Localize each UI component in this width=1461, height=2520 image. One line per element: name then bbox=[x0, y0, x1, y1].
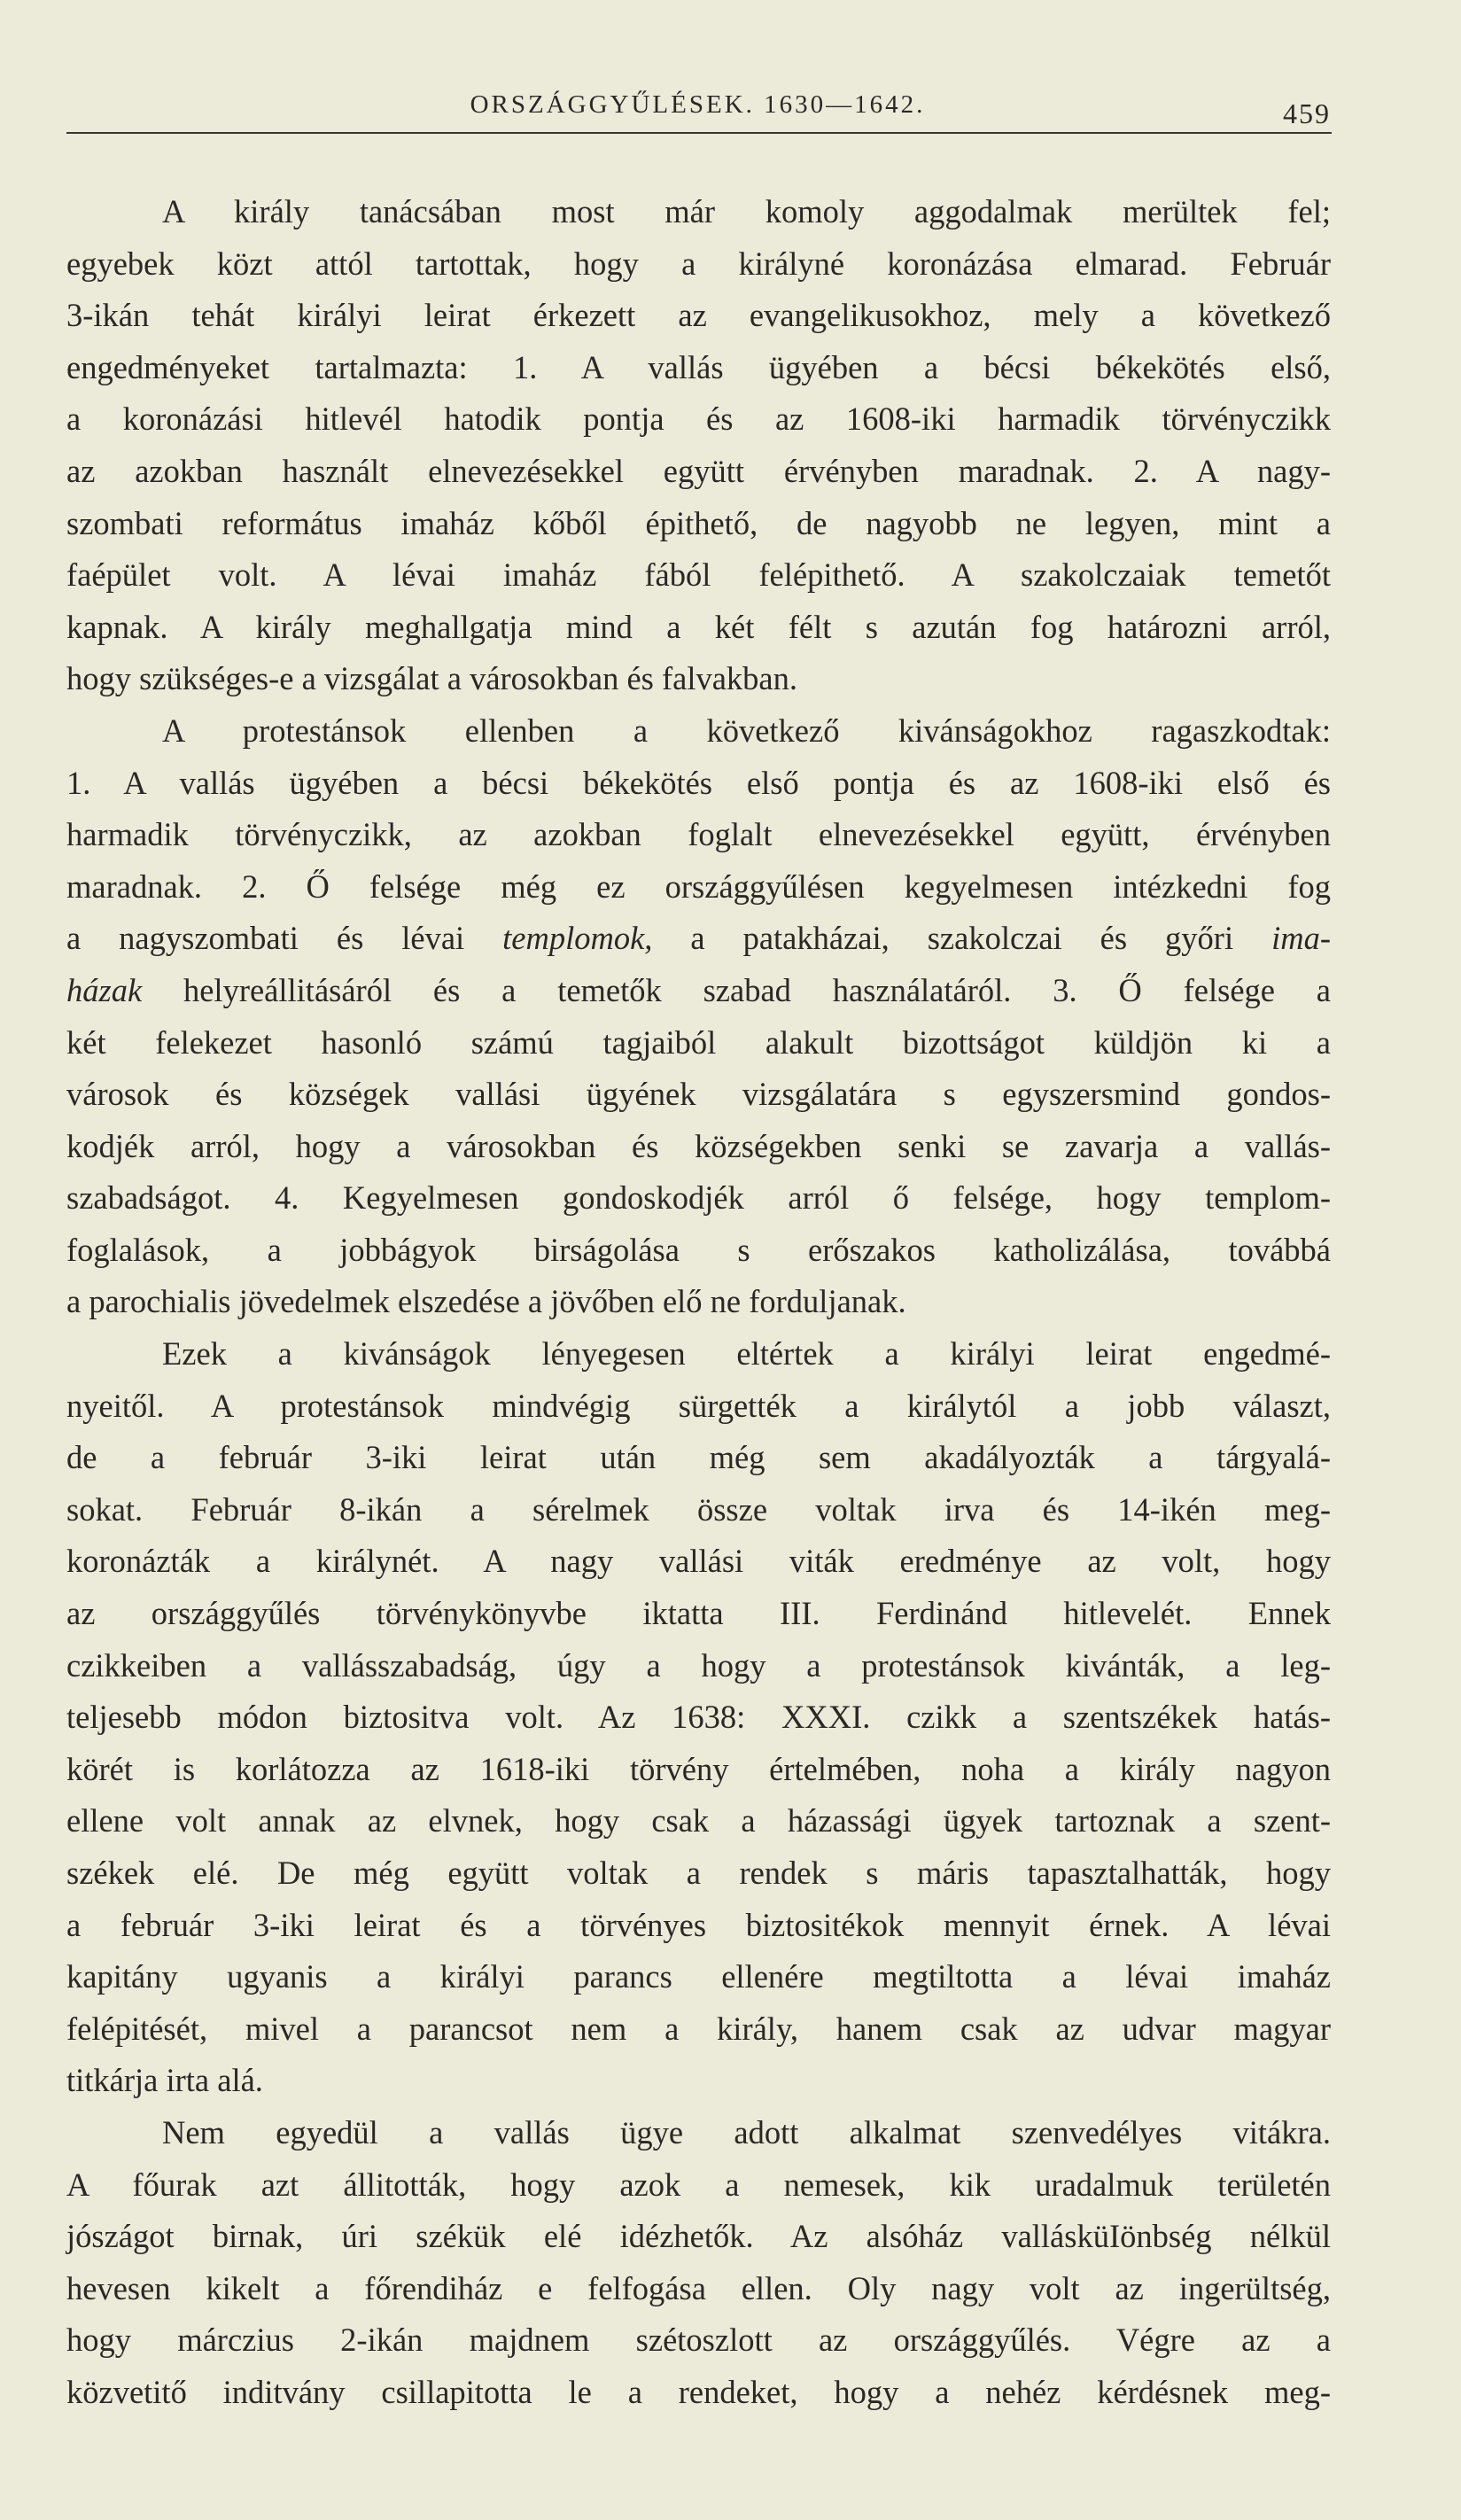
text-line: az országgyűlés törvénykönyvbe iktatta III. Ferdinánd hitlevelét. Ennek bbox=[66, 1595, 1331, 1632]
text-line: hogy márczius 2-ikán majdnem szétoszlott az országgyűlés. Végre az a bbox=[66, 2322, 1331, 2359]
running-title: ORSZÁGGYŰLÉSEK. 1630—1642. bbox=[470, 90, 926, 119]
text-line: felépitését, mivel a parancsot nem a király, hanem csak az udvar magyar bbox=[66, 2010, 1331, 2047]
text-line bbox=[66, 965, 1331, 1017]
text-line: a koronázási hitlevél hatodik pontja és az 1608-iki harmadik törvényczikk bbox=[66, 401, 1331, 438]
body-text bbox=[66, 186, 1331, 2419]
text-line: hogy szükséges-e a vizsgálat a városokban és falvakban. bbox=[66, 660, 798, 697]
text-line: engedményeket tartalmazta: 1. A vallás ügyében a bécsi békekötés első, bbox=[66, 348, 1331, 385]
text-line: az azokban használt elnevezésekkel együtt érvényben maradnak. 2. A nagy- bbox=[66, 452, 1331, 489]
text-line: A főurak azt állitották, hogy azok a nemesek, kik uradalmuk területén bbox=[66, 2166, 1331, 2203]
text-line bbox=[66, 913, 1331, 965]
text-line: két felekezet hasonló számú tagjaiból alakult bizottságot küldjön ki a bbox=[66, 1023, 1331, 1061]
text-line: hevesen kikelt a főrendiház e felfogása ellen. Oly nagy volt az ingerültség, bbox=[66, 2269, 1331, 2306]
text-line: jószágot birnak, úri székük elé idézhetők. Az alsóház vallásküIönbség nélkül bbox=[66, 2218, 1331, 2255]
header-rule bbox=[66, 132, 1332, 134]
text-line: A protestánsok ellenben a következő kivánságokhoz ragaszkodtak: bbox=[162, 712, 1331, 749]
page-header bbox=[66, 90, 1329, 135]
text-run: a patakházai, szakolczai és győri bbox=[652, 920, 1272, 957]
emphasized-text: házak bbox=[66, 971, 143, 1008]
text-line: maradnak. 2. Ő felsége még ez országgyűlésen kegyelmesen intézkedni fog bbox=[66, 867, 1331, 905]
page-number: 459 bbox=[1283, 97, 1331, 129]
text-line: faépület volt. A lévai imaház fából felépithető. A szakolczaiak temetőt bbox=[66, 556, 1331, 594]
text-line: 1. A vallás ügyében a bécsi békekötés első pontja és az 1608-iki első és bbox=[66, 764, 1331, 801]
text-line: Ezek a kivánságok lényegesen eltértek a királyi leirat engedmé- bbox=[162, 1335, 1331, 1373]
text-line: körét is korlátozza az 1618-iki törvény értelmében, noha a király nagyon bbox=[66, 1750, 1331, 1787]
text-line: foglalások, a jobbágyok birságolása s erőszakos katholizálása, továbbá bbox=[66, 1231, 1331, 1268]
text-line: koronázták a királynét. A nagy vallási viták eredménye az volt, hogy bbox=[66, 1543, 1331, 1580]
text-line: városok és községek vallási ügyének vizsgálatára s egyszersmind gondos- bbox=[66, 1076, 1331, 1113]
text-line: titkárja irta alá. bbox=[66, 2062, 263, 2099]
text-line: egyebek közt attól tartottak, hogy a királyné koronázása elmarad. Február bbox=[66, 245, 1331, 282]
text-line: a parochialis jövedelmek elszedése a jövőben elő ne forduljanak. bbox=[66, 1283, 906, 1320]
text-line: szombati református imaház kőből épithető, de nagyobb ne legyen, mint a bbox=[66, 504, 1331, 541]
text-line: kapnak. A király meghallgatja mind a két félt s azután fog határozni arról, bbox=[66, 608, 1331, 645]
text-line: a február 3-iki leirat és a törvényes biztositékok mennyit érnek. A lévai bbox=[66, 1906, 1331, 1943]
text-line: harmadik törvényczikk, az azokban foglalt elnevezésekkel együtt, érvényben bbox=[66, 816, 1331, 853]
text-line: de a február 3-iki leirat után még sem akadályozták a tárgyalá- bbox=[66, 1439, 1331, 1476]
emphasized-text: ima- bbox=[1271, 920, 1331, 957]
text-line: kodjék arról, hogy a városokban és községekben senki se zavarja a vallás- bbox=[66, 1127, 1331, 1164]
text-line: székek elé. De még együtt voltak a rendek s máris tapasztalhatták, hogy bbox=[66, 1855, 1331, 1891]
text-line: 3-ikán tehát királyi leirat érkezett az evangelikusokhoz, mely a következő bbox=[66, 297, 1331, 334]
text-line: teljesebb módon biztositva volt. Az 1638: XXXI. czikk a szentszékek hatás- bbox=[66, 1699, 1331, 1736]
text-line: közvetitő inditvány csillapitotta le a rendeket, hogy a nehéz kérdésnek meg- bbox=[66, 2373, 1331, 2410]
text-line: kapitány ugyanis a királyi parancs ellenére megtiltotta a lévai imaház bbox=[66, 1958, 1331, 1995]
text-line: Nem egyedül a vallás ügye adott alkalmat szenvedélyes vitákra. bbox=[162, 2113, 1331, 2151]
text-line: A király tanácsában most már komoly aggodalmak merültek fel; bbox=[162, 193, 1331, 229]
text-line: czikkeiben a vallásszabadság, úgy a hogy a protestánsok kivánták, a leg- bbox=[66, 1646, 1331, 1684]
text-run: helyreállitásáról és a temetők szabad használatáról. 3. Ő felsége a bbox=[142, 971, 1331, 1008]
emphasized-text: templomok, bbox=[502, 920, 653, 957]
text-line: ellene volt annak az elvnek, hogy csak a házassági ügyek tartoznak a szent- bbox=[66, 1802, 1331, 1839]
text-line: szabadságot. 4. Kegyelmesen gondoskodjék arról ő felsége, hogy templom- bbox=[66, 1179, 1331, 1217]
text-line: nyeitől. A protestánsok mindvégig sürgették a királytól a jobb választ, bbox=[66, 1387, 1331, 1424]
text-run: a nagyszombati és lévai bbox=[66, 920, 503, 957]
text-line: sokat. Február 8-ikán a sérelmek össze voltak irva és 14-ikén meg- bbox=[66, 1490, 1331, 1528]
